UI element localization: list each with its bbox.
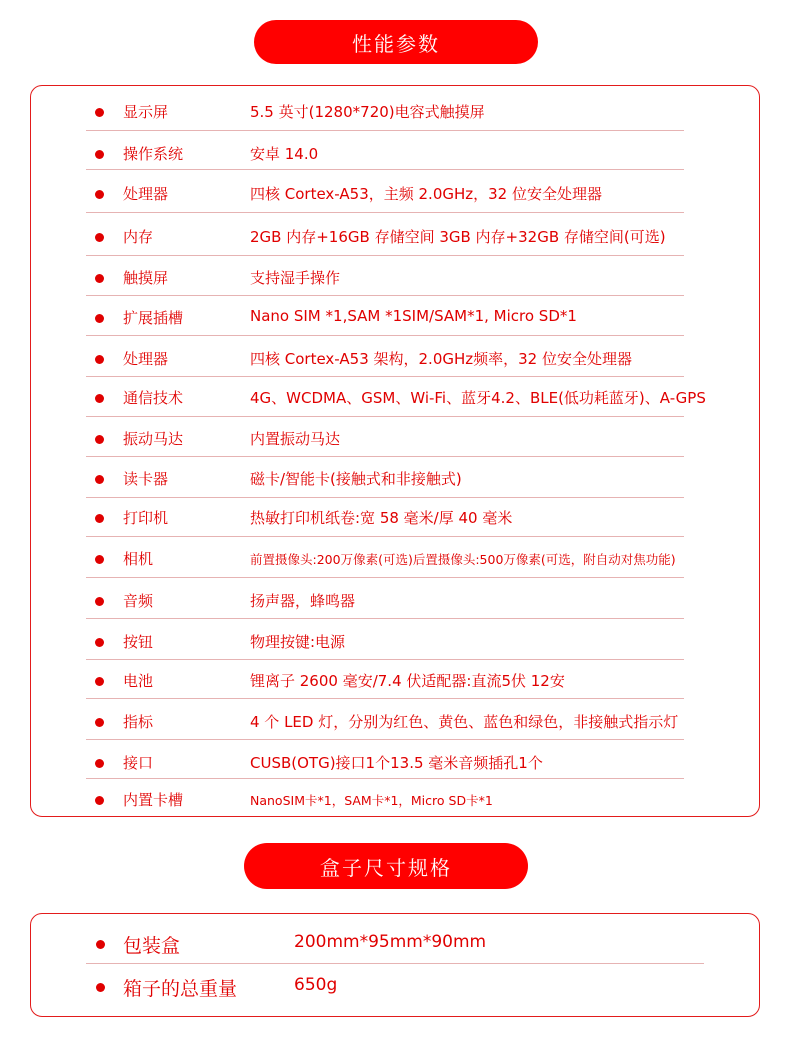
bullet-icon bbox=[96, 940, 105, 949]
spec-value: 支持湿手操作 bbox=[250, 269, 341, 287]
spec-label: 指标 bbox=[123, 713, 154, 731]
spec-value: 4 个 LED 灯，分别为红色、黄色、蓝色和绿色，非接触式指示灯 bbox=[250, 713, 679, 731]
section-header-box bbox=[244, 843, 528, 889]
spec-label: 内存 bbox=[123, 228, 154, 246]
spec-value: 4G、WCDMA、GSM、Wi-Fi、蓝牙4.2、BLE(低功耗蓝牙)、A-GPS bbox=[250, 389, 706, 407]
divider-line bbox=[86, 536, 684, 537]
box-label: 箱子的总重量 bbox=[123, 978, 238, 1000]
spec-value: 热敏打印机纸卷:宽 58 毫米/厚 40 毫米 bbox=[250, 509, 513, 527]
bullet-icon bbox=[95, 274, 104, 283]
spec-label: 振动马达 bbox=[123, 430, 184, 448]
divider-line bbox=[86, 169, 684, 170]
spec-card bbox=[30, 85, 760, 817]
bullet-icon bbox=[95, 233, 104, 242]
spec-label: 按钮 bbox=[123, 633, 154, 651]
spec-row bbox=[31, 548, 761, 574]
bullet-icon bbox=[95, 355, 104, 364]
box-row bbox=[31, 974, 761, 1002]
spec-row bbox=[31, 670, 761, 696]
spec-row bbox=[31, 267, 761, 293]
spec-row bbox=[31, 101, 761, 127]
bullet-icon bbox=[95, 435, 104, 444]
divider-line bbox=[86, 963, 704, 964]
box-value: 650g bbox=[294, 975, 338, 995]
spec-row bbox=[31, 428, 761, 454]
spec-label: 内置卡槽 bbox=[123, 791, 184, 809]
spec-label: 打印机 bbox=[123, 509, 169, 527]
spec-value: 前置摄像头:200万像素(可选)后置摄像头:500万像素(可选，附自动对焦功能) bbox=[250, 552, 676, 567]
divider-line bbox=[86, 497, 684, 498]
bullet-icon bbox=[95, 475, 104, 484]
spec-label: 操作系统 bbox=[123, 145, 184, 163]
divider-line bbox=[86, 698, 684, 699]
bullet-icon bbox=[95, 314, 104, 323]
bullet-icon bbox=[95, 108, 104, 117]
spec-row bbox=[31, 307, 761, 333]
spec-label: 接口 bbox=[123, 754, 154, 772]
spec-row bbox=[31, 143, 761, 169]
bullet-icon bbox=[95, 638, 104, 647]
spec-row bbox=[31, 752, 761, 778]
bullet-icon bbox=[95, 150, 104, 159]
divider-line bbox=[86, 618, 684, 619]
spec-value: NanoSIM卡*1，SAM卡*1，Micro SD卡*1 bbox=[250, 793, 493, 808]
bullet-icon bbox=[95, 796, 104, 805]
spec-label: 显示屏 bbox=[123, 103, 169, 121]
bullet-icon bbox=[95, 394, 104, 403]
divider-line bbox=[86, 416, 684, 417]
divider-line bbox=[86, 778, 684, 779]
spec-label: 读卡器 bbox=[123, 470, 169, 488]
divider-line bbox=[86, 577, 684, 578]
spec-row bbox=[31, 348, 761, 374]
spec-row bbox=[31, 711, 761, 737]
spec-row bbox=[31, 468, 761, 494]
spec-label: 通信技术 bbox=[123, 389, 184, 407]
box-label: 包装盒 bbox=[123, 935, 181, 957]
bullet-icon bbox=[95, 190, 104, 199]
section-title: 盒子尺寸规格 bbox=[320, 855, 452, 880]
box-value: 200mm*95mm*90mm bbox=[294, 932, 487, 952]
bullet-icon bbox=[95, 555, 104, 564]
divider-line bbox=[86, 739, 684, 740]
bullet-icon bbox=[95, 677, 104, 686]
spec-value: 物理按键:电源 bbox=[250, 633, 346, 651]
divider-line bbox=[86, 376, 684, 377]
spec-row bbox=[31, 507, 761, 533]
divider-line bbox=[86, 456, 684, 457]
spec-label: 触摸屏 bbox=[123, 269, 169, 287]
box-card bbox=[30, 913, 760, 1017]
bullet-icon bbox=[95, 597, 104, 606]
divider-line bbox=[86, 255, 684, 256]
spec-value: CUSB(OTG)接口1个13.5 毫米音频插孔1个 bbox=[250, 754, 543, 772]
spec-row bbox=[31, 226, 761, 252]
bullet-icon bbox=[95, 718, 104, 727]
spec-value: 四核 Cortex-A53 架构，2.0GHz频率，32 位安全处理器 bbox=[250, 350, 632, 368]
spec-row bbox=[31, 789, 761, 815]
spec-value: 内置振动马达 bbox=[250, 430, 341, 448]
spec-value: 四核 Cortex-A53，主频 2.0GHz，32 位安全处理器 bbox=[250, 185, 602, 203]
spec-value: 2GB 内存+16GB 存储空间 3GB 内存+32GB 存储空间(可选) bbox=[250, 228, 666, 246]
box-row bbox=[31, 931, 761, 959]
spec-value: 锂离子 2600 毫安/7.4 伏适配器:直流5伏 12安 bbox=[250, 672, 565, 690]
spec-label: 音频 bbox=[123, 592, 154, 610]
spec-row bbox=[31, 387, 761, 413]
spec-value: 磁卡/智能卡(接触式和非接触式) bbox=[250, 470, 462, 488]
divider-line bbox=[86, 212, 684, 213]
bullet-icon bbox=[96, 983, 105, 992]
spec-label: 处理器 bbox=[123, 350, 169, 368]
bullet-icon bbox=[95, 759, 104, 768]
divider-line bbox=[86, 659, 684, 660]
spec-value: 5.5 英寸(1280*720)电容式触摸屏 bbox=[250, 103, 485, 121]
spec-label: 处理器 bbox=[123, 185, 169, 203]
section-header-performance bbox=[254, 20, 538, 64]
spec-value: 安卓 14.0 bbox=[250, 145, 319, 163]
divider-line bbox=[86, 295, 684, 296]
spec-label: 电池 bbox=[123, 672, 154, 690]
spec-row bbox=[31, 631, 761, 657]
spec-label: 相机 bbox=[123, 550, 154, 568]
spec-value: 扬声器，蜂鸣器 bbox=[250, 592, 356, 610]
spec-value: Nano SIM *1,SAM *1SIM/SAM*1, Micro SD*1 bbox=[250, 307, 577, 325]
divider-line bbox=[86, 335, 684, 336]
section-title: 性能参数 bbox=[352, 31, 440, 56]
bullet-icon bbox=[95, 514, 104, 523]
spec-label: 扩展插槽 bbox=[123, 309, 184, 327]
spec-row bbox=[31, 183, 761, 209]
divider-line bbox=[86, 130, 684, 131]
spec-row bbox=[31, 590, 761, 616]
